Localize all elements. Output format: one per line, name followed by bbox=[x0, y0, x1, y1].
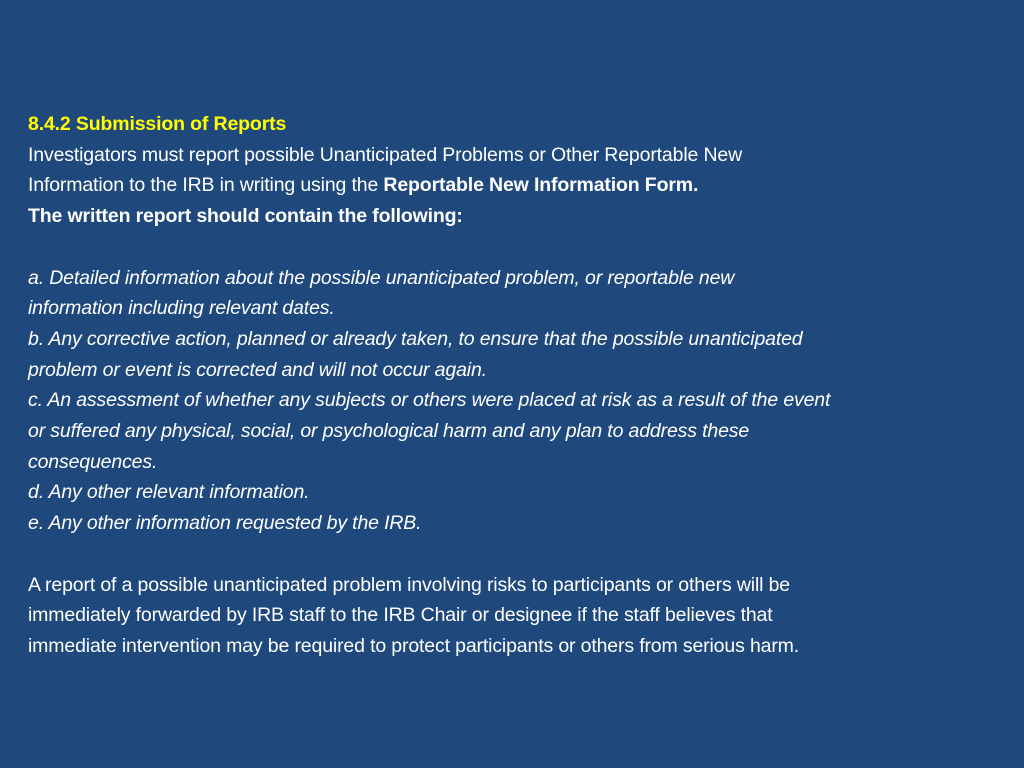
intro-line-1: Investigators must report possible Unanticipated Problems or Other Reportable New bbox=[28, 143, 743, 166]
list-line: e. Any other information requested by the IRB. bbox=[28, 512, 422, 535]
form-name: Reportable New Information Form. bbox=[383, 174, 699, 197]
intro-line-2 bbox=[28, 170, 1008, 201]
list-line: information including relevant dates. bbox=[28, 297, 335, 320]
list-line: d. Any other relevant information. bbox=[28, 481, 310, 504]
list-line: b. Any corrective action, planned or already taken, to ensure that the possible unanticipated bbox=[28, 327, 803, 350]
list-line: consequences. bbox=[28, 450, 158, 473]
report-contents-heading: The written report should contain the following: bbox=[28, 205, 463, 228]
intro-line-2-text: Information to the IRB in writing using the bbox=[28, 174, 384, 197]
list-line: problem or event is corrected and will not occur again. bbox=[28, 358, 487, 381]
closing-line: immediately forwarded by IRB staff to the IRB Chair or designee if the staff believes that bbox=[28, 604, 773, 627]
spacer bbox=[28, 232, 1008, 263]
list-line: a. Detailed information about the possible unanticipated problem, or reportable new bbox=[28, 266, 735, 289]
section-heading: 8.4.2 Submission of Reports bbox=[28, 113, 287, 135]
list-line: c. An assessment of whether any subjects or others were placed at risk as a result of the event bbox=[28, 389, 831, 412]
closing-line: immediate intervention may be required to protect participants or others from serious harm. bbox=[28, 634, 800, 657]
spacer bbox=[28, 539, 1008, 570]
slide-content bbox=[28, 109, 1008, 662]
closing-line: A report of a possible unanticipated problem involving risks to participants or others will be bbox=[28, 573, 790, 596]
list-line: or suffered any physical, social, or psychological harm and any plan to address these bbox=[28, 420, 750, 443]
